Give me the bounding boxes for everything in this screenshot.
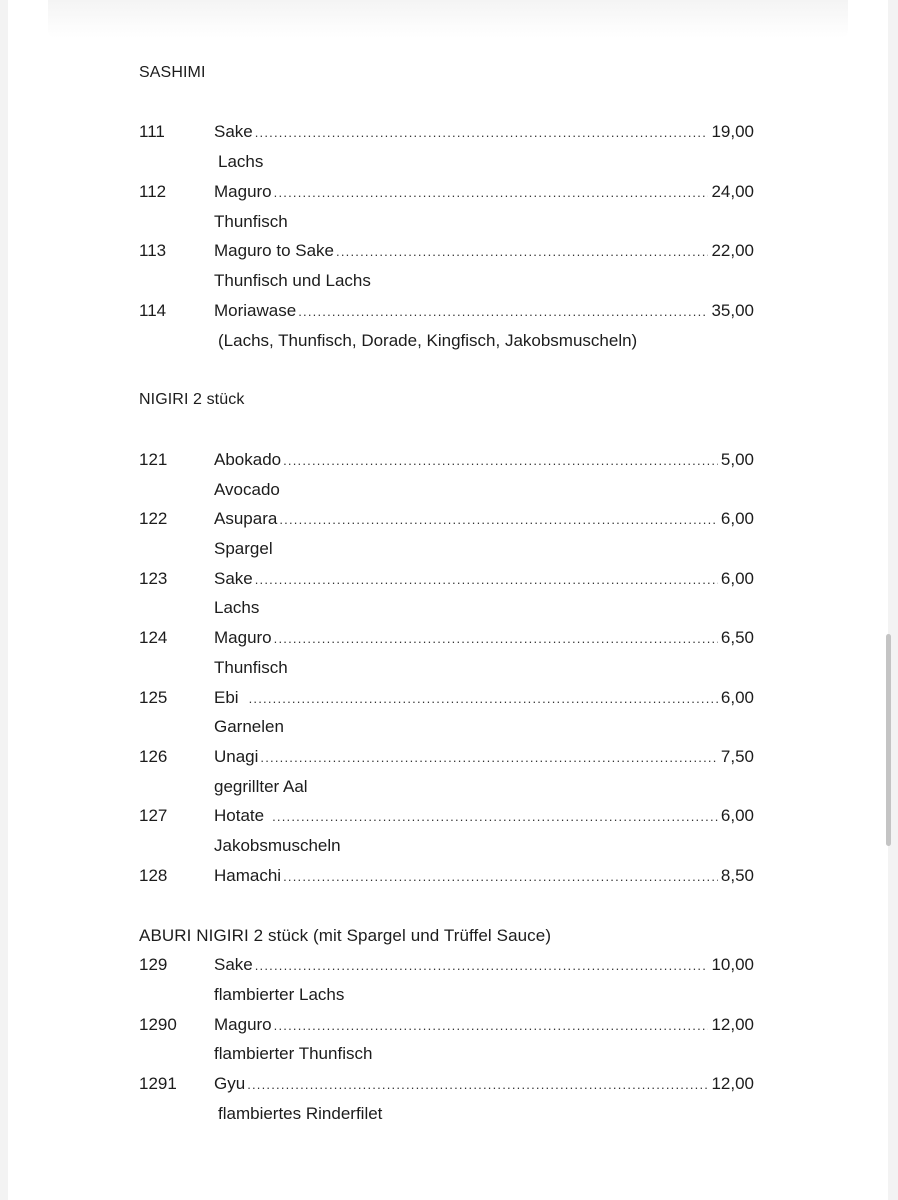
item-number: 128 [139, 866, 168, 885]
item-price: 6,00 [720, 509, 754, 528]
item-price: 12,00 [711, 1015, 754, 1034]
item-description: Lachs [218, 152, 264, 171]
item-name: Gyu [214, 1074, 246, 1093]
item-name: Sake [214, 122, 253, 141]
item-number: 122 [139, 509, 168, 528]
item-number: 123 [139, 569, 168, 588]
menu-item-124 [139, 628, 754, 650]
item-number: 127 [139, 806, 168, 825]
item-name: Abokado [214, 450, 282, 469]
section-title-aburi-nigiri: ABURI NIGIRI 2 stück (mit Spargel und Trüffel Sauce) [139, 926, 552, 945]
item-description: gegrillter Aal [214, 777, 308, 796]
item-description: Spargel [214, 539, 273, 558]
menu-item-125 [139, 688, 754, 710]
item-number: 114 [139, 301, 167, 320]
item-name: Moriawase [214, 301, 297, 320]
menu-item-129 [139, 955, 754, 977]
item-name: Sake [214, 955, 253, 974]
item-price: 6,50 [720, 628, 754, 647]
item-description: flambiertes Rinderfilet [218, 1104, 383, 1123]
item-number: 121 [139, 450, 168, 469]
item-number: 112 [139, 182, 167, 201]
item-number: 111 [139, 122, 165, 141]
item-description: Jakobsmuscheln [214, 836, 341, 855]
item-number: 126 [139, 747, 168, 766]
menu-item-122 [139, 509, 754, 531]
item-name: Asupara [214, 509, 278, 528]
item-number: 1290 [139, 1015, 177, 1034]
menu-item-112 [139, 182, 754, 204]
section-title-nigiri: NIGIRI 2 stück [139, 391, 245, 408]
item-name: Maguro [214, 1015, 272, 1034]
item-price: 19,00 [711, 122, 754, 141]
item-name: Sake [214, 569, 253, 588]
item-number: 125 [139, 688, 168, 707]
item-number: 1291 [139, 1074, 177, 1093]
menu-item-128 [139, 866, 754, 888]
item-price: 8,50 [720, 866, 754, 885]
item-description: Avocado [214, 480, 280, 499]
item-price: 35,00 [711, 301, 754, 320]
section-title-sashimi: SASHIMI [139, 64, 206, 81]
menu-item-127 [139, 806, 754, 828]
menu-item-123 [139, 569, 754, 591]
item-price: 10,00 [711, 955, 754, 974]
menu-item-1291 [139, 1074, 754, 1096]
item-price: 22,00 [711, 241, 754, 260]
menu-item-111 [139, 122, 754, 144]
item-price: 6,00 [720, 806, 754, 825]
item-name: Hamachi [214, 866, 282, 885]
item-number: 113 [139, 241, 167, 260]
item-price: 7,50 [720, 747, 754, 766]
item-name: Unagi [214, 747, 259, 766]
item-description: (Lachs, Thunfisch, Dorade, Kingfisch, Jakobsmuscheln) [218, 331, 638, 350]
item-price: 5,00 [720, 450, 754, 469]
item-price: 6,00 [720, 569, 754, 588]
menu-item-1290 [139, 1015, 754, 1037]
item-price: 6,00 [720, 688, 754, 707]
menu-item-114 [139, 301, 754, 323]
item-name: Maguro to Sake [214, 241, 335, 260]
item-description: flambierter Thunfisch [214, 1044, 373, 1063]
vertical-scrollbar[interactable] [886, 634, 891, 846]
item-description: Garnelen [214, 717, 284, 736]
item-number: 129 [139, 955, 168, 974]
item-name: Hotate [214, 806, 265, 825]
item-description: Thunfisch [214, 658, 288, 677]
page-top-edge [48, 0, 848, 38]
item-description: Thunfisch und Lachs [214, 271, 371, 290]
item-name: Maguro [214, 182, 272, 201]
menu-item-126 [139, 747, 754, 769]
menu-item-121 [139, 450, 754, 472]
item-description: Lachs [214, 598, 260, 617]
menu-item-113 [139, 241, 754, 263]
item-description: flambierter Lachs [214, 985, 345, 1004]
item-price: 24,00 [711, 182, 754, 201]
item-name: Ebi [214, 688, 239, 707]
item-price: 12,00 [711, 1074, 754, 1093]
item-name: Maguro [214, 628, 272, 647]
item-number: 124 [139, 628, 168, 647]
item-description: Thunfisch [214, 212, 288, 231]
